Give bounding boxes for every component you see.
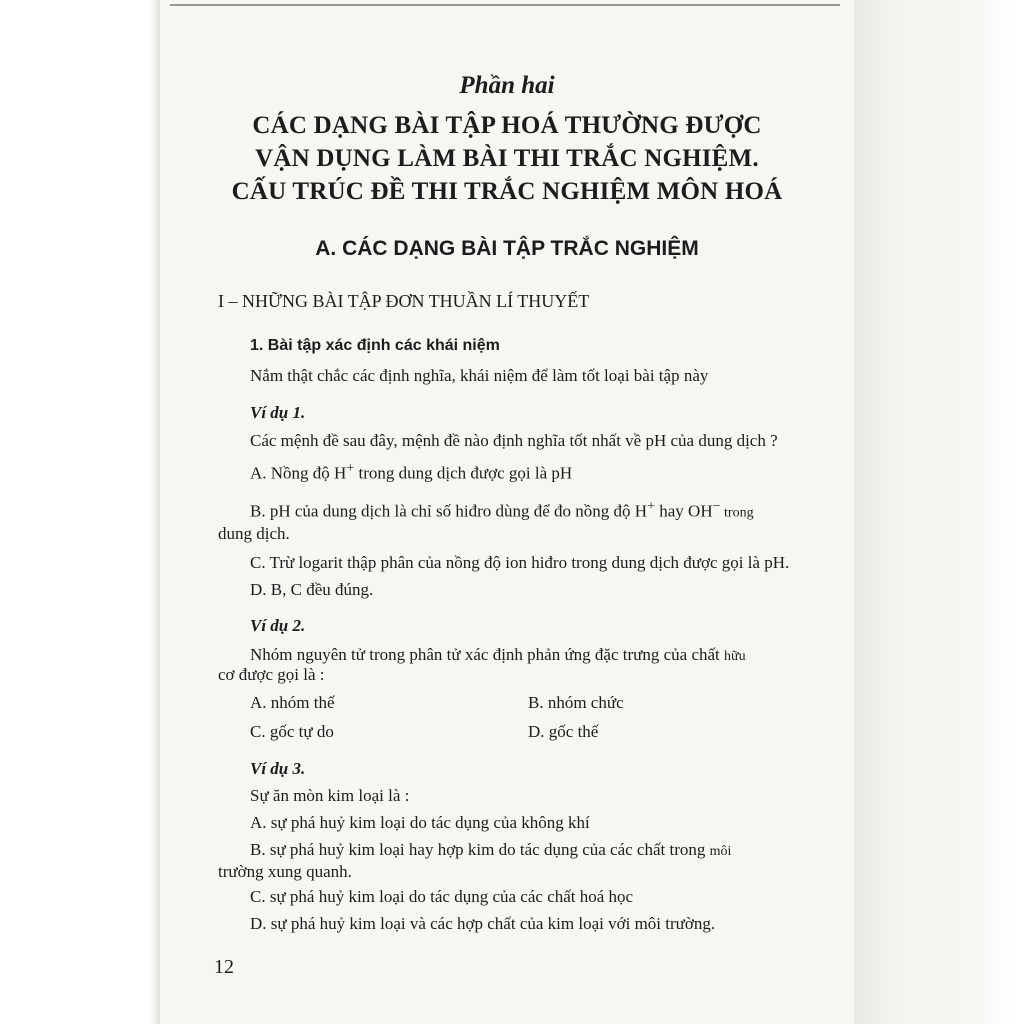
example-2-label: Ví dụ 2. xyxy=(250,616,306,635)
scan-background-right xyxy=(854,0,1024,1024)
example-1-option-d: D. B, C đều đúng. xyxy=(250,580,374,599)
subsection-heading: I – NHỮNG BÀI TẬP ĐƠN THUẦN LÍ THUYẾT xyxy=(218,291,590,311)
example-3-question: Sự ăn mòn kim loại là : xyxy=(250,786,410,805)
example-1-option-a: A. Nồng độ H+ trong dung dịch được gọi là pH xyxy=(250,461,573,483)
example-1-option-b-cont: dung dịch. xyxy=(218,524,290,543)
part-title: Phần hai xyxy=(459,72,555,99)
example-3-option-c: C. sự phá huỷ kim loại do tác dụng của các chất hoá học xyxy=(250,887,634,906)
example-1-option-b: B. pH của dung dịch là chỉ số hiđro dùng để đo nồng độ H+ hay OH− trong xyxy=(250,499,754,521)
example-3-option-a: A. sự phá huỷ kim loại do tác dụng của không khí xyxy=(250,813,590,832)
example-2-option-b: B. nhóm chức xyxy=(528,693,624,712)
main-title-line-2: VẬN DỤNG LÀM BÀI THI TRẮC NGHIỆM. xyxy=(255,145,759,172)
page-edge xyxy=(170,4,840,6)
scan-background-left xyxy=(0,0,160,1024)
example-3-option-b: B. sự phá huỷ kim loại hay hợp kim do tác dụng của các chất trong môi xyxy=(250,840,732,859)
example-2-question-cont: cơ được gọi là : xyxy=(218,665,325,684)
example-1-question: Các mệnh đề sau đây, mệnh đề nào định nghĩa tốt nhất về pH của dung dịch ? xyxy=(250,431,778,450)
page-number: 12 xyxy=(214,956,234,978)
example-2-option-a: A. nhóm thế xyxy=(250,693,335,712)
topic-heading: 1. Bài tập xác định các khái niệm xyxy=(250,337,500,354)
example-3-option-d: D. sự phá huỷ kim loại và các hợp chất của kim loại với môi trường. xyxy=(250,914,716,933)
intro-text: Nắm thật chắc các định nghĩa, khái niệm để làm tốt loại bài tập này xyxy=(250,366,709,385)
example-1-option-c: C. Trừ logarit thập phân của nồng độ ion hiđro trong dung dịch được gọi là pH. xyxy=(250,553,790,572)
example-3-label: Ví dụ 3. xyxy=(250,759,306,778)
main-title-line-3: CẤU TRÚC ĐỀ THI TRẮC NGHIỆM MÔN HOÁ xyxy=(231,178,783,205)
main-title-line-1: CÁC DẠNG BÀI TẬP HOÁ THƯỜNG ĐƯỢC xyxy=(252,112,762,139)
example-2-option-d: D. gốc thế xyxy=(528,722,599,741)
section-heading: A. CÁC DẠNG BÀI TẬP TRẮC NGHIỆM xyxy=(315,237,699,260)
example-2-option-c: C. gốc tự do xyxy=(250,722,334,741)
example-3-option-b-cont: trường xung quanh. xyxy=(218,862,352,881)
example-2-question: Nhóm nguyên tử trong phân tử xác định phản ứng đặc trưng của chất hữu xyxy=(250,645,746,664)
example-1-label: Ví dụ 1. xyxy=(250,403,306,422)
